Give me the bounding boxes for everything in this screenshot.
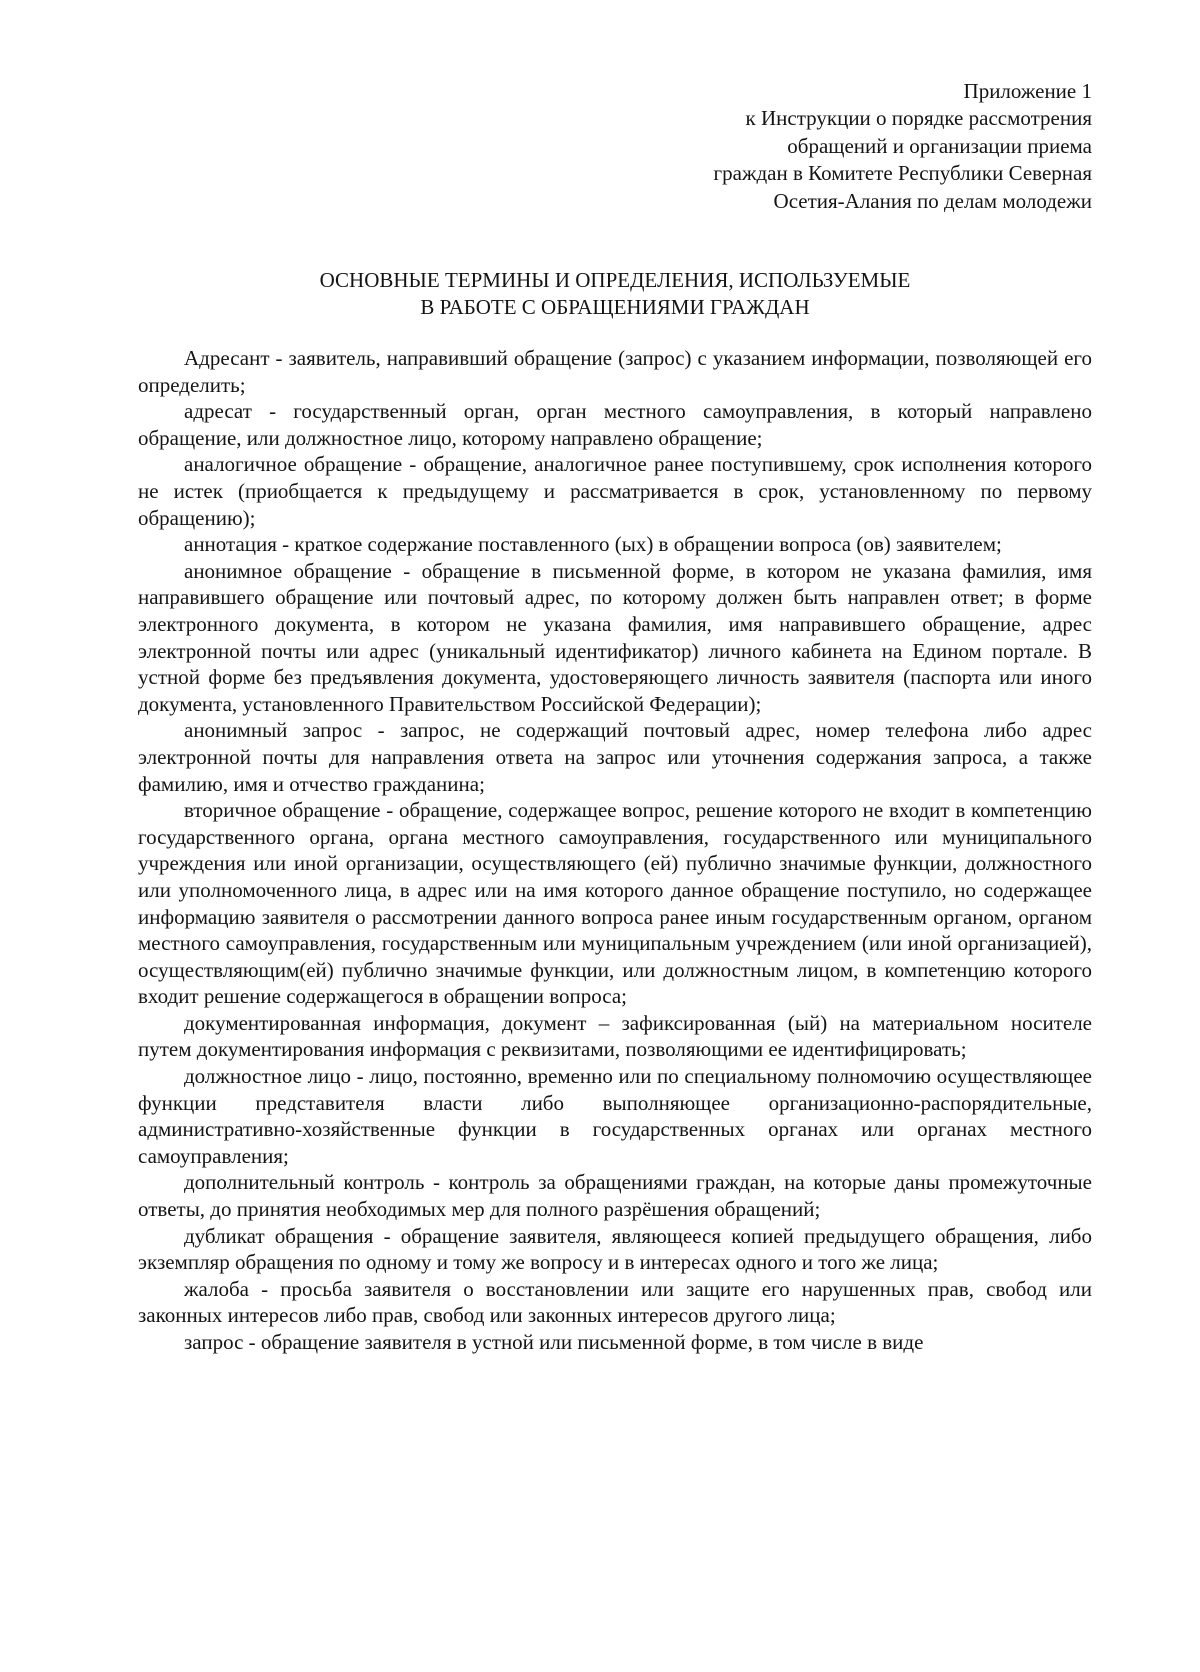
definition-annotation: аннотация - краткое содержание поставленного (ых) в обращении вопроса (ов) заявителем; (184, 532, 1002, 557)
document-title (138, 267, 1092, 321)
appendix-line: обращений и организации приема (787, 133, 1092, 158)
appendix-line: к Инструкции о порядке рассмотрения (745, 106, 1092, 131)
definition-adresant: Адресант - заявитель, направивший обращение (запрос) с указанием информации, позволяющей его определить; (138, 346, 1092, 397)
definition-documented-information: документированная информация, документ – зафиксированная (ый) на материальном носителе путем документирования информация с реквизитами, позволяющими ее идентифицировать; (138, 1010, 1092, 1062)
title-line-2: В РАБОТЕ С ОБРАЩЕНИЯМИ ГРАЖДАН (420, 295, 810, 320)
title-line-1: ОСНОВНЫЕ ТЕРМИНЫ И ОПРЕДЕЛЕНИЯ, ИСПОЛЬЗУЕМЫЕ (319, 268, 911, 293)
appendix-line: Осетия-Алания по делам молодежи (773, 188, 1092, 213)
definition-request: запрос - обращение заявителя в устной или письменной форме, в том числе в виде (184, 1330, 924, 1354)
definition-adresat: адресат - государственный орган, орган местного самоуправления, в который направлено обращение, или должностное лицо, которому направлено обращение; (138, 399, 1092, 450)
definition-anonymous-request: анонимный запрос - запрос, не содержащий почтовый адрес, номер телефона либо адрес электронной почты для направления ответа на запрос или уточнения содержания запроса, а также фамилию, имя и отчество гражданина; (138, 718, 1092, 796)
definition-official: должностное лицо - лицо, постоянно, временно или по специальному полномочию осуществляющее функции представителя власти либо выполняющее организационно-распорядительные, административно-хозяйственные функции в государственных органах или органах местного самоуправления; (138, 1064, 1092, 1168)
definition-secondary-appeal: вторичное обращение - обращение, содержащее вопрос, решение которого не входит в компетенцию государственного органа, органа местного самоуправления, государственного или муниципального учреждения или иной организации, осуществляющего (ей) публично значимые функции, должностного или уполномоченного лица, в адрес или на имя которого данное обращение поступило, но содержащее информацию заявителя о рассмотрении данного вопроса ранее иным государственным органом, органом местного самоуправления, государственным или муниципальным учреждением (или иной организацией), осуществляющим(ей) публично значимые функции, или должностным лицом, в компетенцию которого входит решение содержащегося в обращении вопроса; (138, 798, 1092, 1009)
definition-additional-control: дополнительный контроль - контроль за обращениями граждан, на которые даны промежуточные ответы, до принятия необходимых мер для полного разрёшения обращений; (138, 1170, 1092, 1222)
appendix-line: граждан в Комитете Республики Северная (713, 161, 1092, 186)
appendix-note (138, 78, 1092, 215)
definition-complaint: жалоба - просьба заявителя о восстановлении или защите его нарушенных прав, свобод или законных интересов либо прав, свобод или законных интересов другого лица; (138, 1276, 1092, 1328)
definition-duplicate-appeal: дубликат обращения - обращение заявителя, являющееся копией предыдущего обращения, либо экземпляр обращения по одному и тому же вопросу и в интересах одного и того же лица; (138, 1223, 1092, 1275)
definitions-list (138, 345, 1092, 1356)
appendix-line: Приложение 1 (963, 79, 1092, 103)
definition-analogous-appeal: аналогичное обращение - обращение, аналогичное ранее поступившему, срок исполнения которого не истек (приобщается к предыдущему и рассматривается в срок, установленному по первому обращению); (138, 452, 1092, 530)
definition-anonymous-appeal: анонимное обращение - обращение в письменной форме, в котором не указана фамилия, имя направившего обращение или почтовый адрес, по которому должен быть направлен ответ; в форме электронного документа, в котором не указана фамилия, имя направившего обращение, адрес электронной почты или адрес (уникальный идентификатор) личного кабинета на Едином портале. В устной форме без предъявления документа, удостоверяющего личность заявителя (паспорта или иного документа, установленного Правительством Российской Федерации); (138, 558, 1092, 716)
